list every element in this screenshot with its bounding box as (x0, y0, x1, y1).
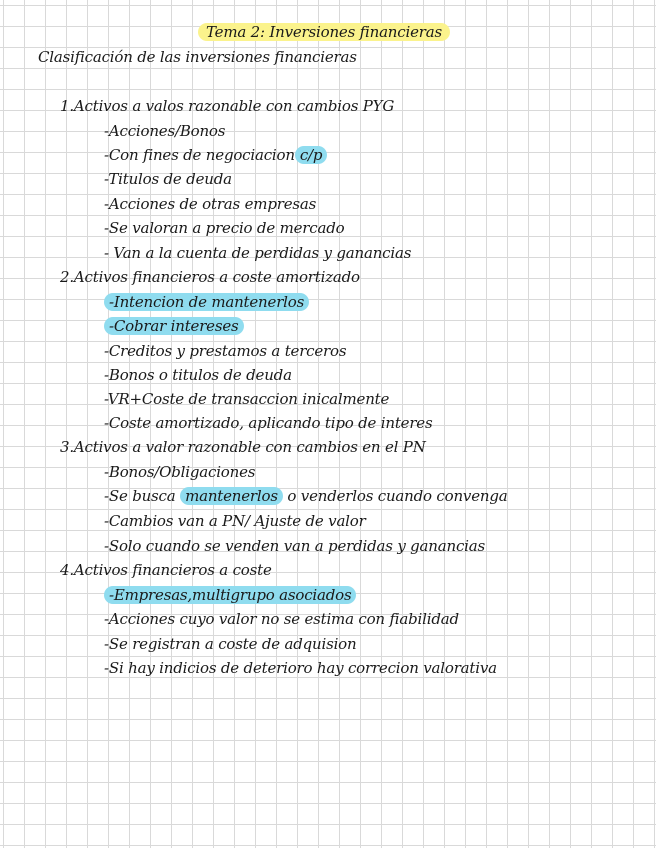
list-item: -Bonos/Obligaciones (104, 463, 256, 481)
list-item: -Se registran a coste de adquision (104, 635, 357, 653)
list-item: -Acciones de otras empresas (104, 195, 317, 213)
section-heading: 1.Activos a valos razonable con cambios PYG (60, 97, 395, 115)
list-item: -Creditos y prestamos a terceros (104, 342, 347, 360)
list-item-text: -Se busca (104, 487, 181, 505)
highlighted-text: -Intencion de mantenerlos (104, 293, 309, 311)
list-item: -Coste amortizado, aplicando tipo de interes (104, 414, 433, 432)
list-item-text: -Con fines de negociacion (104, 146, 295, 164)
list-item: -Titulos de deuda (104, 170, 232, 188)
list-item (104, 585, 356, 605)
section-heading: 3.Activos a valor razonable con cambios en el PN (60, 438, 426, 456)
list-item (104, 486, 507, 506)
list-item: -Acciones cuyo valor no se estima con fiabilidad (104, 610, 459, 628)
highlighted-text: mantenerlos (180, 487, 283, 505)
list-item (104, 292, 309, 312)
list-item: -Cambios van a PN/ Ajuste de valor (104, 512, 366, 530)
list-item: -VR+Coste de transaccion inicalmente (104, 390, 390, 408)
highlighted-text: -Empresas,multigrupo asociados (104, 586, 356, 604)
highlighted-text: -Cobrar intereses (104, 317, 244, 335)
list-item (104, 316, 244, 336)
list-item: -Acciones/Bonos (104, 122, 226, 140)
list-item: -Se valoran a precio de mercado (104, 219, 345, 237)
page-title-text: Tema 2: Inversiones financieras (198, 23, 450, 41)
section-heading: 2.Activos financieros a coste amortizado (60, 268, 360, 286)
list-item-text: o venderlos cuando convenga (282, 487, 508, 505)
section-heading: 4.Activos financieros a coste (60, 561, 272, 579)
highlighted-text: c/p (295, 146, 327, 164)
page-subtitle: Clasificación de las inversiones financieras (38, 48, 357, 66)
list-item: -Bonos o titulos de deuda (104, 366, 292, 384)
page-title (198, 22, 450, 42)
list-item (104, 145, 327, 165)
list-item: -Solo cuando se venden van a perdidas y ganancias (104, 537, 486, 555)
list-item: -Si hay indicios de deterioro hay correcion valorativa (104, 659, 497, 677)
list-item: - Van a la cuenta de perdidas y ganancias (104, 244, 412, 262)
